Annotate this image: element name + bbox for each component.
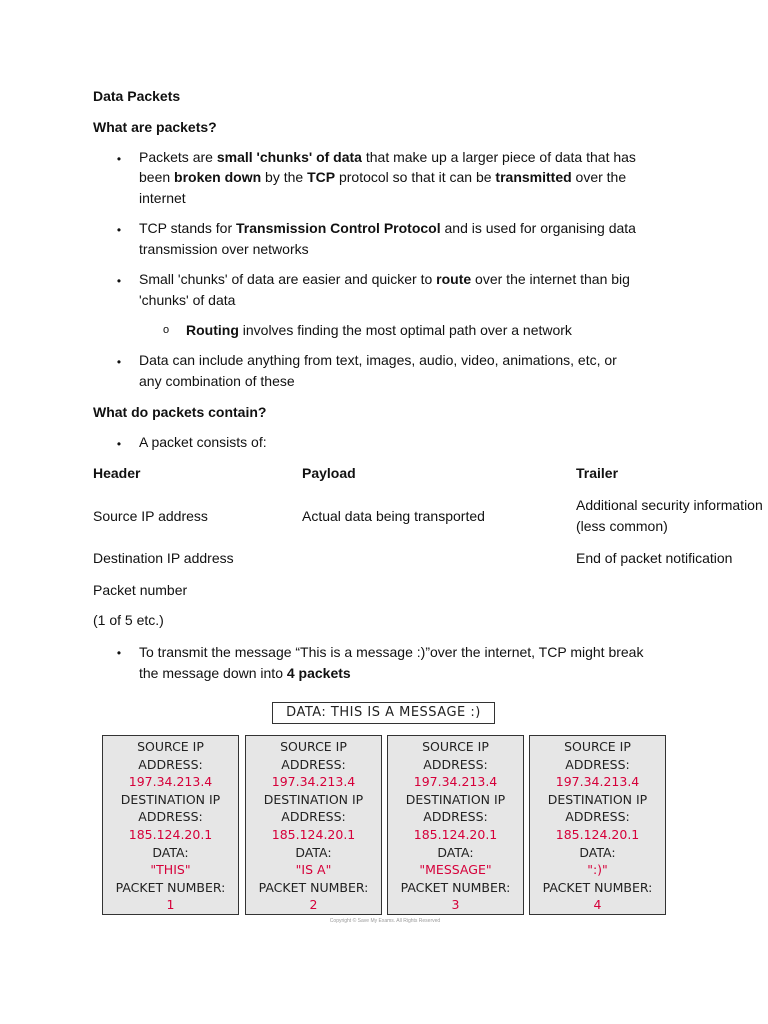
text-span: involves finding the most optimal path over a network xyxy=(238,322,572,338)
bold-text: route xyxy=(436,271,472,287)
bullet-icon: • xyxy=(116,223,122,237)
text-span: and is used for organising data xyxy=(440,220,636,236)
packet-box xyxy=(245,735,382,915)
bold-text: Routing xyxy=(186,322,239,338)
source-label: ADDRESS: xyxy=(281,756,346,772)
bullet-icon: • xyxy=(116,437,122,451)
diagram-title: DATA: THIS IS A MESSAGE :) xyxy=(272,702,495,724)
packet-number-value: 3 xyxy=(451,897,460,913)
source-ip-value: 197.34.213.4 xyxy=(555,774,640,790)
packet-box xyxy=(102,735,239,915)
bold-text: transmitted xyxy=(495,169,572,185)
text-span: any combination of these xyxy=(139,373,295,389)
bullet-icon: • xyxy=(116,646,122,660)
text-span: by the xyxy=(261,169,308,185)
source-label: ADDRESS: xyxy=(565,756,630,772)
dest-label: DESTINATION IP xyxy=(405,791,506,807)
packet-box xyxy=(387,735,524,915)
dest-label: ADDRESS: xyxy=(565,809,630,825)
data-value: "MESSAGE" xyxy=(419,862,492,878)
text-span: over the internet than big xyxy=(471,271,630,287)
dest-label: ADDRESS: xyxy=(423,809,488,825)
text-span: the message down into xyxy=(139,665,287,681)
data-value: "THIS" xyxy=(150,862,191,878)
source-ip-value: 197.34.213.4 xyxy=(413,774,498,790)
bullet-line xyxy=(139,290,235,310)
source-label: SOURCE IP xyxy=(422,739,489,754)
dest-label: ADDRESS: xyxy=(281,809,346,825)
copyright-text: Copyright © Save My Exams. All Rights Reserved xyxy=(329,918,441,924)
text-span: protocol so that it can be xyxy=(335,169,496,185)
bullet-line xyxy=(139,642,643,662)
packet-number-label: PACKET NUMBER: xyxy=(542,879,653,895)
data-label: DATA: xyxy=(295,844,332,860)
table-cell: Additional security information xyxy=(576,497,763,513)
bold-text: TCP xyxy=(307,169,336,185)
text-span: that make up a larger piece of data that has xyxy=(361,149,636,165)
bullet-line xyxy=(139,239,309,259)
table-cell: Destination IP address xyxy=(93,550,234,566)
bold-text: 4 packets xyxy=(286,665,351,681)
packet-number-label: PACKET NUMBER: xyxy=(115,879,226,895)
bullet-line xyxy=(139,663,351,683)
page-title: Data Packets xyxy=(93,88,181,104)
packet-number-label: PACKET NUMBER: xyxy=(400,879,511,895)
data-value: "IS A" xyxy=(295,862,332,878)
packet-number-label: PACKET NUMBER: xyxy=(258,879,369,895)
bullet-line xyxy=(139,147,636,167)
packet-box xyxy=(529,735,666,915)
table-cell: Packet number xyxy=(93,582,188,598)
text-span: Packets are xyxy=(139,149,217,165)
bold-text: broken down xyxy=(174,169,262,185)
section-heading-what-do-packets-contain: What do packets contain? xyxy=(93,404,267,420)
packet-number-value: 2 xyxy=(309,897,318,913)
dest-ip-value: 185.124.20.1 xyxy=(413,826,498,842)
text-span: Data can include anything from text, images, audio, video, animations, etc, or xyxy=(139,352,617,368)
bullet-line xyxy=(139,218,636,238)
source-label: SOURCE IP xyxy=(280,739,347,754)
table-cell: (1 of 5 etc.) xyxy=(93,612,164,628)
data-label: DATA: xyxy=(437,844,474,860)
packet-number-value: 4 xyxy=(593,897,602,913)
table-header-trailer: Trailer xyxy=(576,465,619,481)
bullet-line xyxy=(139,371,295,391)
source-label: ADDRESS: xyxy=(138,756,203,772)
dest-ip-value: 185.124.20.1 xyxy=(128,826,213,842)
data-label: DATA: xyxy=(579,844,616,860)
text-span: over the xyxy=(571,169,627,185)
source-label: SOURCE IP xyxy=(137,739,204,754)
text-span: To transmit the message “This is a message :)”over the internet, TCP might break xyxy=(139,644,644,660)
bullet-line xyxy=(139,269,630,289)
table-cell: Actual data being transported xyxy=(302,508,485,524)
table-cell: (less common) xyxy=(576,518,668,534)
table-header-header: Header xyxy=(93,465,141,481)
text-span: 'chunks' of data xyxy=(139,292,236,308)
dest-ip-value: 185.124.20.1 xyxy=(271,826,356,842)
bold-text: Transmission Control Protocol xyxy=(236,220,441,236)
bullet-line: A packet consists of: xyxy=(139,434,267,450)
bullet-icon: • xyxy=(116,355,122,369)
table-cell: Source IP address xyxy=(93,508,208,524)
source-ip-value: 197.34.213.4 xyxy=(128,774,213,790)
section-heading-what-are-packets: What are packets? xyxy=(93,119,217,135)
bullet-line xyxy=(139,167,626,187)
text-span: Small 'chunks' of data are easier and quicker to xyxy=(139,271,437,287)
dest-label: DESTINATION IP xyxy=(547,791,648,807)
table-cell: End of packet notification xyxy=(576,550,733,566)
sub-bullet-line xyxy=(186,320,572,340)
table-header-payload: Payload xyxy=(302,465,356,481)
text-span: been xyxy=(139,169,175,185)
bullet-icon: • xyxy=(116,152,122,166)
bullet-line xyxy=(139,350,617,370)
source-label: ADDRESS: xyxy=(423,756,488,772)
text-span: transmission over networks xyxy=(139,241,309,257)
sub-bullet-icon: o xyxy=(162,324,170,336)
dest-label: DESTINATION IP xyxy=(263,791,364,807)
dest-label: DESTINATION IP xyxy=(120,791,221,807)
dest-ip-value: 185.124.20.1 xyxy=(555,826,640,842)
bold-text: small 'chunks' of data xyxy=(216,149,362,165)
data-value: ":)" xyxy=(587,862,608,878)
dest-label: ADDRESS: xyxy=(138,809,203,825)
bullet-line xyxy=(139,188,186,208)
bullet-icon: • xyxy=(116,274,122,288)
packet-number-value: 1 xyxy=(166,897,175,913)
source-ip-value: 197.34.213.4 xyxy=(271,774,356,790)
source-label: SOURCE IP xyxy=(564,739,631,754)
data-label: DATA: xyxy=(152,844,189,860)
text-span: internet xyxy=(139,190,186,206)
text-span: TCP stands for xyxy=(139,220,237,236)
